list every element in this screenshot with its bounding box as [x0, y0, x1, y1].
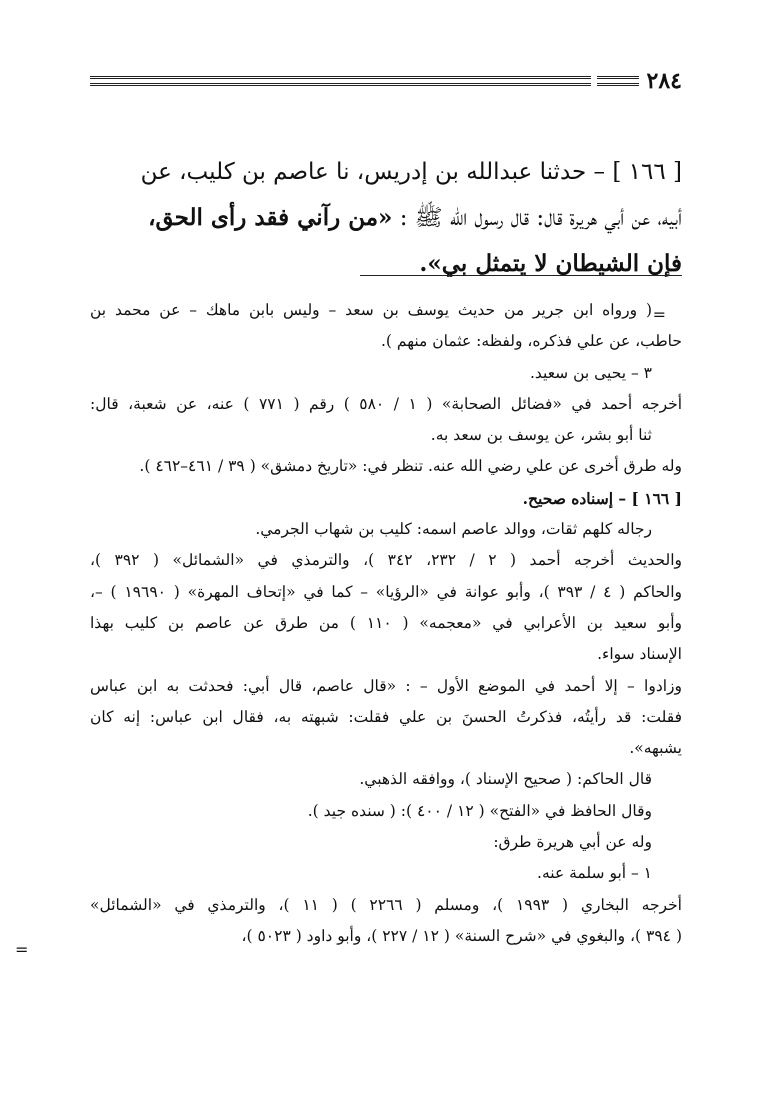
note-line: وقال الحافظ في «الفتح» ( ١٢ / ٤٠٠ ): ( سنده جيد ). — [307, 801, 652, 820]
hadith-line-1: [ ١٦٦ ] – حدثنا عبدالله بن إدريس، نا عاصم بن كليب، عن — [140, 159, 682, 185]
header-rule-long — [90, 76, 591, 86]
note-section-heading: [ ١٦٦ ] – إسناده صحيح. — [522, 488, 682, 508]
note-line: ( ٣٩٤ )، والبغوي في «شرح السنة» ( ١٢ / ٢٢٧ )، وأبو داود ( ٥٠٢٣ )، — [241, 926, 682, 945]
continuation-mark-bottom: = — [15, 940, 29, 959]
note-line: يشبهه». — [629, 739, 682, 758]
note-line: وله طرق أخرى عن علي رضي الله عنه. تنظر في: «تاريخ دمشق» ( ٣٩ / ٤٦١–٤٦٢ ). — [139, 457, 682, 476]
footnotes — [90, 295, 682, 952]
note-line: حاطب، عن علي فذكره، ولفظه: عثمان منهم ). — [380, 332, 682, 351]
note-line: والحاكم ( ٤ / ٣٩٣ )، وأبو عوانة في «الرؤيا» – كما في «إتحاف المهرة» ( ١٩٦٩٠ ) –، — [90, 582, 682, 601]
note-line: الإسناد سواء. — [597, 645, 682, 664]
note-line: وزادوا – إلا أحمد في الموضع الأول – : «قال عاصم، قال أبي: فحدثت به ابن عباس — [90, 676, 682, 695]
hadith-text — [90, 150, 682, 286]
note-line: ثنا أبو بشر، عن يوسف بن سعد به. — [430, 426, 652, 445]
note-line: والحديث أخرجه أحمد ( ٢ / ٢٣٢، ٣٤٢ )، والترمذي في «الشمائل» ( ٣٩٢ )، — [90, 551, 682, 570]
continuation-mark-top: = — [652, 305, 666, 324]
hadith-line-2 — [90, 195, 682, 241]
note-line: ٣ – يحيى بن سعيد. — [529, 363, 652, 382]
note-line: أخرجه أحمد في «فضائل الصحابة» ( ١ / ٥٨٠ ) رقم ( ٧٧١ ) عنه، عن شعبة، قال: — [90, 394, 682, 413]
footnote-divider — [360, 275, 682, 276]
note-line: ١ – أبو سلمة عنه. — [537, 864, 652, 883]
page-number: ٢٨٤ — [646, 68, 682, 94]
note-line: أخرجه البخاري ( ١٩٩٣ )، ومسلم ( ٢٢٦٦ ) ( ١١ )، والترمذي في «الشمائل» — [90, 895, 682, 914]
header-rule-short — [597, 76, 639, 86]
hadith-line-2-plain: أبيه، عن أبي هريرة قال: قال رسول الله ﷺ : — [399, 205, 682, 231]
page-header — [90, 70, 682, 92]
note-line: قال الحاكم: ( صحيح الإسناد )، ووافقه الذهبي. — [359, 770, 652, 789]
note-line: ( ورواه ابن جرير من حديث يوسف بن سعد – وليس بابن ماهك – عن محمد بن — [90, 301, 652, 319]
note-line: فقلت: قد رأيتُه، فذكرتُ الحسنَ بن علي فقلت: شبهته به، فقال ابن عباس: إنه كان — [90, 707, 682, 726]
hadith-line-2-quote: «من رآني فقد رأى الحق، — [148, 204, 393, 231]
hadith-line-3: فإن الشيطان لا يتمثل بي». — [419, 250, 682, 277]
note-line: وأبو سعيد بن الأعرابي في «معجمه» ( ١١٠ ) من طرق عن عاصم بن كليب بهذا — [90, 613, 682, 632]
note-line: رجاله كلهم ثقات، ووالد عاصم اسمه: كليب بن شهاب الجرمي. — [255, 520, 652, 539]
note-line: وله عن أبي هريرة طرق: — [493, 833, 652, 852]
